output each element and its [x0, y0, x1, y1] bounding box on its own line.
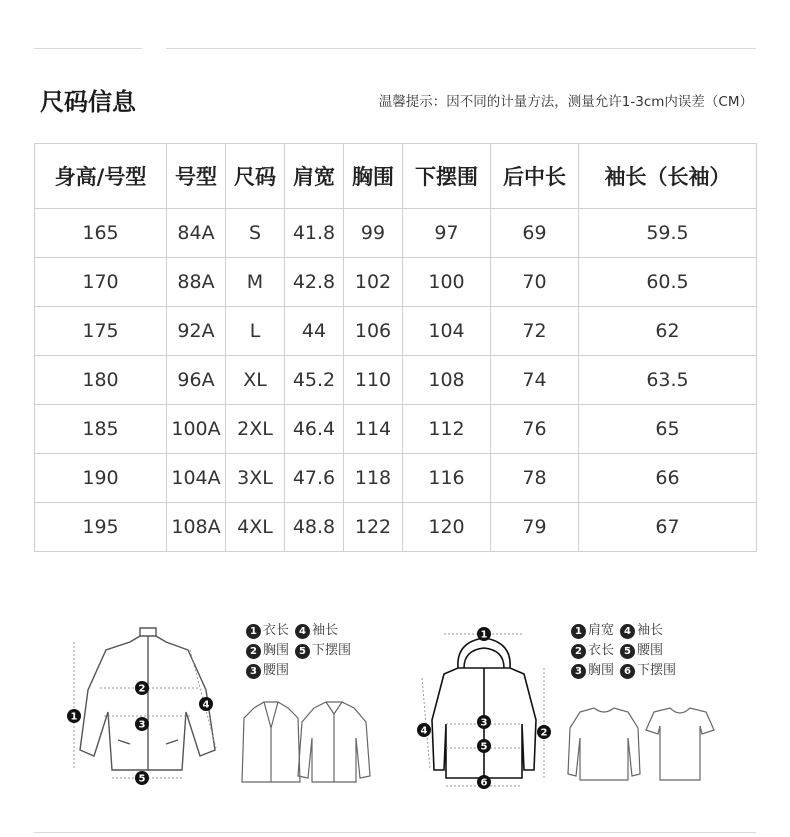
- table-row: [35, 307, 757, 356]
- legend-item: [571, 621, 614, 641]
- legend-number-badge: 3: [246, 664, 261, 679]
- legend-number-badge: 3: [571, 664, 586, 679]
- measurement-hint: 温馨提示：因不同的计量方法，测量允许1-3cm内误差（CM）: [378, 94, 753, 110]
- cell-sleeve-length: 62: [579, 307, 757, 356]
- cell-type: 92A: [167, 307, 226, 356]
- table-row: [35, 405, 757, 454]
- legend-item: [620, 641, 663, 661]
- cell-back-length: 70: [491, 258, 579, 307]
- legend-item: [571, 641, 614, 661]
- legend-label: 衣长: [588, 643, 615, 658]
- cell-chest: 99: [344, 209, 403, 258]
- header-back-length: 后中长: [491, 144, 579, 209]
- legend-row: [246, 621, 351, 641]
- top-rule-right: [166, 48, 756, 49]
- measurement-marker-number: 1: [70, 711, 78, 723]
- legend-row: [246, 641, 351, 661]
- legend-item: [246, 661, 289, 681]
- legend-hoodie: [571, 621, 676, 681]
- measurement-marker-number: 5: [480, 741, 488, 753]
- legend-item: [246, 641, 289, 661]
- cell-sleeve-length: 59.5: [579, 209, 757, 258]
- legend-label: 下摆围: [312, 643, 352, 658]
- cell-height: 185: [35, 405, 167, 454]
- cell-size: 4XL: [226, 503, 285, 552]
- legend-label: 胸围: [263, 643, 290, 658]
- legend-number-badge: 5: [620, 644, 635, 659]
- header-type: 号型: [167, 144, 226, 209]
- measurement-marker: [477, 739, 491, 753]
- measurement-marker: [199, 697, 213, 711]
- cell-type: 108A: [167, 503, 226, 552]
- legend-row: [571, 621, 676, 641]
- cell-chest: 102: [344, 258, 403, 307]
- cell-chest: 106: [344, 307, 403, 356]
- measurement-marker: [67, 709, 81, 723]
- legend-label: 腰围: [637, 643, 664, 658]
- legend-label: 袖长: [312, 623, 339, 638]
- cell-chest: 114: [344, 405, 403, 454]
- cell-size: 2XL: [226, 405, 285, 454]
- measurement-marker-number: 3: [138, 719, 146, 731]
- table-row: [35, 258, 757, 307]
- cell-size: L: [226, 307, 285, 356]
- measurement-marker: [477, 715, 491, 729]
- table-row: [35, 454, 757, 503]
- measurement-marker: [477, 627, 491, 641]
- cell-shoulder: 46.4: [285, 405, 344, 454]
- legend-label: 衣长: [263, 623, 290, 638]
- sweater-tshirt-sketch: [566, 704, 716, 784]
- cell-hem: 100: [403, 258, 491, 307]
- measurement-marker-number: 4: [420, 725, 428, 737]
- jacket-measurement-figure: [60, 620, 230, 790]
- cell-height: 165: [35, 209, 167, 258]
- size-table: [34, 143, 757, 552]
- legend-item: [620, 661, 676, 681]
- legend-label: 腰围: [263, 663, 290, 678]
- measurement-marker-number: 2: [540, 727, 548, 739]
- table-row: [35, 209, 757, 258]
- measurement-marker: [135, 771, 149, 785]
- measurement-marker: [537, 725, 551, 739]
- header-chest: 胸围: [344, 144, 403, 209]
- bottom-rule: [34, 832, 756, 833]
- measurement-marker: [135, 717, 149, 731]
- measurement-marker-number: 4: [202, 699, 210, 711]
- measurement-marker-number: 5: [138, 773, 146, 785]
- cell-size: 3XL: [226, 454, 285, 503]
- cell-size: S: [226, 209, 285, 258]
- legend-row: [571, 641, 676, 661]
- top-rule-left: [34, 48, 142, 49]
- table-header-row: [35, 144, 757, 209]
- cell-shoulder: 42.8: [285, 258, 344, 307]
- measurement-marker: [477, 775, 491, 789]
- cell-chest: 122: [344, 503, 403, 552]
- cell-type: 100A: [167, 405, 226, 454]
- legend-row: [246, 661, 351, 681]
- legend-number-badge: 4: [620, 624, 635, 639]
- measurement-marker-number: 2: [138, 683, 146, 695]
- cell-shoulder: 48.8: [285, 503, 344, 552]
- measurement-marker: [417, 723, 431, 737]
- cell-size: XL: [226, 356, 285, 405]
- header-hem: 下摆围: [403, 144, 491, 209]
- cell-sleeve-length: 60.5: [579, 258, 757, 307]
- legend-number-badge: 1: [246, 624, 261, 639]
- measurement-marker: [135, 681, 149, 695]
- header-height-type: 身高/号型: [35, 144, 167, 209]
- legend-number-badge: 2: [246, 644, 261, 659]
- legend-row: [571, 661, 676, 681]
- cell-back-length: 76: [491, 405, 579, 454]
- cell-type: 104A: [167, 454, 226, 503]
- legend-jacket: [246, 621, 351, 681]
- measurement-marker-number: 3: [480, 717, 488, 729]
- cell-hem: 116: [403, 454, 491, 503]
- cell-height: 170: [35, 258, 167, 307]
- header-size: 尺码: [226, 144, 285, 209]
- header-sleeve-length: 袖长（长袖）: [579, 144, 757, 209]
- cell-hem: 112: [403, 405, 491, 454]
- page-title: 尺码信息: [40, 88, 136, 116]
- legend-number-badge: 2: [571, 644, 586, 659]
- cell-back-length: 78: [491, 454, 579, 503]
- cell-shoulder: 44: [285, 307, 344, 356]
- cell-back-length: 74: [491, 356, 579, 405]
- cell-hem: 97: [403, 209, 491, 258]
- legend-number-badge: 4: [295, 624, 310, 639]
- cell-height: 180: [35, 356, 167, 405]
- cell-height: 175: [35, 307, 167, 356]
- measurement-marker-number: 6: [480, 777, 488, 789]
- cell-chest: 110: [344, 356, 403, 405]
- cell-sleeve-length: 65: [579, 405, 757, 454]
- legend-number-badge: 6: [620, 664, 635, 679]
- cell-shoulder: 41.8: [285, 209, 344, 258]
- cell-sleeve-length: 63.5: [579, 356, 757, 405]
- legend-number-badge: 1: [571, 624, 586, 639]
- legend-item: [246, 621, 289, 641]
- cell-sleeve-length: 66: [579, 454, 757, 503]
- cell-hem: 120: [403, 503, 491, 552]
- cell-shoulder: 47.6: [285, 454, 344, 503]
- legend-item: [620, 621, 663, 641]
- cell-type: 96A: [167, 356, 226, 405]
- cell-size: M: [226, 258, 285, 307]
- legend-number-badge: 5: [295, 644, 310, 659]
- header-shoulder: 肩宽: [285, 144, 344, 209]
- cell-type: 84A: [167, 209, 226, 258]
- cell-shoulder: 45.2: [285, 356, 344, 405]
- cell-chest: 118: [344, 454, 403, 503]
- legend-label: 胸围: [588, 663, 615, 678]
- legend-label: 下摆围: [637, 663, 677, 678]
- cell-type: 88A: [167, 258, 226, 307]
- legend-item: [295, 621, 338, 641]
- legend-item: [571, 661, 614, 681]
- hoodie-measurement-figure: [404, 620, 564, 792]
- table-row: [35, 356, 757, 405]
- cell-back-length: 72: [491, 307, 579, 356]
- legend-label: 袖长: [637, 623, 664, 638]
- legend-item: [295, 641, 351, 661]
- cell-height: 190: [35, 454, 167, 503]
- cell-hem: 104: [403, 307, 491, 356]
- table-row: [35, 503, 757, 552]
- cell-back-length: 69: [491, 209, 579, 258]
- cell-sleeve-length: 67: [579, 503, 757, 552]
- blazer-shirt-sketch: [236, 698, 376, 784]
- cell-back-length: 79: [491, 503, 579, 552]
- cell-hem: 108: [403, 356, 491, 405]
- cell-height: 195: [35, 503, 167, 552]
- legend-label: 肩宽: [588, 623, 615, 638]
- measurement-marker-number: 1: [480, 629, 488, 641]
